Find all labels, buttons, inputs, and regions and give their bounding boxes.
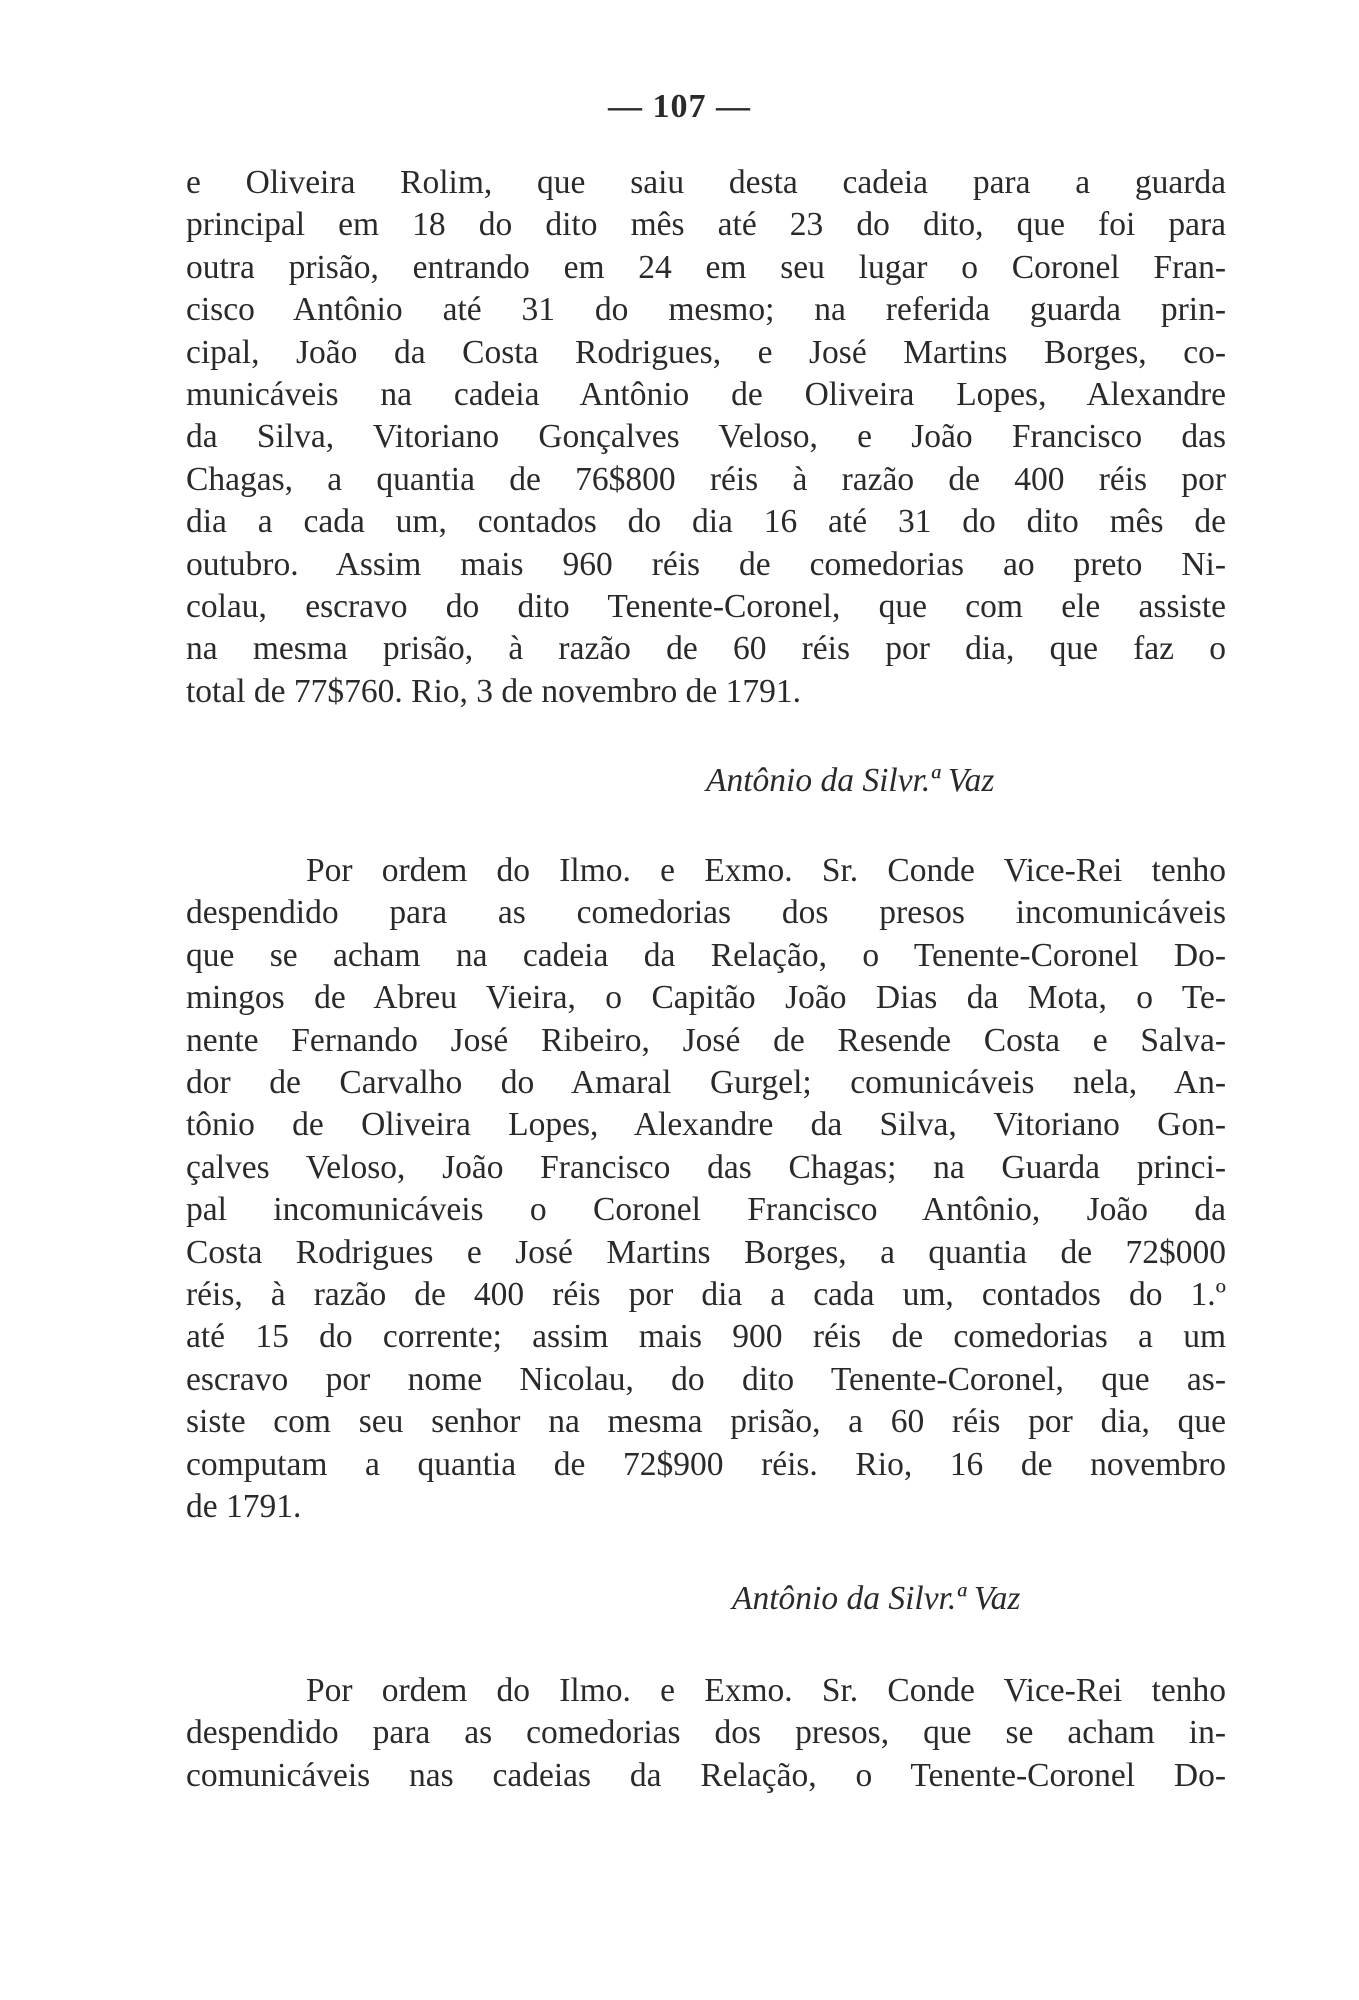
- text-line: municáveis na cadeia Antônio de Oliveira Lopes, Alexandre: [186, 376, 1226, 414]
- text-line: outubro. Assim mais 960 réis de comedorias ao preto Ni-: [186, 545, 1226, 583]
- paragraph-1: [186, 162, 1226, 713]
- text-line: réis, à razão de 400 réis por dia a cada um, contados do 1.º: [186, 1276, 1226, 1314]
- signature-1: Antônio da Silvr.ª Vaz: [706, 762, 995, 799]
- text-line: dor de Carvalho do Amaral Gurgel; comunicáveis nela, An-: [186, 1064, 1226, 1102]
- text-line: e Oliveira Rolim, que saiu desta cadeia para a guarda: [186, 164, 1226, 201]
- text-line: total de 77$760. Rio, 3 de novembro de 1791.: [186, 672, 802, 710]
- text-line: colau, escravo do dito Tenente-Coronel, que com ele assiste: [186, 588, 1226, 626]
- page-number: — 107 —: [608, 88, 751, 125]
- text-line: computam a quantia de 72$900 réis. Rio, 16 de novembro: [186, 1445, 1226, 1483]
- text-line: escravo por nome Nicolau, do dito Tenente-Coronel, que as-: [186, 1360, 1226, 1398]
- text-line: siste com seu senhor na mesma prisão, a 60 réis por dia, que: [186, 1403, 1226, 1441]
- text-line: pal incomunicáveis o Coronel Francisco Antônio, João da: [186, 1191, 1226, 1229]
- text-line: na mesma prisão, à razão de 60 réis por dia, que faz o: [186, 630, 1226, 668]
- text-line: Costa Rodrigues e José Martins Borges, a quantia de 72$000: [186, 1233, 1226, 1271]
- text-line: cipal, João da Costa Rodrigues, e José Martins Borges, co-: [186, 333, 1226, 371]
- text-line: dia a cada um, contados do dia 16 até 31 do dito mês de: [186, 503, 1226, 541]
- text-line: até 15 do corrente; assim mais 900 réis de comedorias a um: [186, 1318, 1226, 1356]
- text-line: despendido para as comedorias dos presos, que se acham in-: [186, 1714, 1226, 1752]
- text-line: mingos de Abreu Vieira, o Capitão João Dias da Mota, o Te-: [186, 979, 1226, 1017]
- text-line: Por ordem do Ilmo. e Exmo. Sr. Conde Vice-Rei tenho: [306, 1672, 1226, 1709]
- text-line: que se acham na cadeia da Relação, o Tenente-Coronel Do-: [186, 936, 1226, 974]
- text-line: despendido para as comedorias dos presos incomunicáveis: [186, 894, 1226, 932]
- signature-2: Antônio da Silvr.ª Vaz: [732, 1580, 1021, 1617]
- paragraph-3: [186, 1670, 1226, 1797]
- text-line: çalves Veloso, João Francisco das Chagas; na Guarda princi-: [186, 1148, 1226, 1186]
- text-line: outra prisão, entrando em 24 em seu lugar o Coronel Fran-: [186, 248, 1226, 286]
- text-line: principal em 18 do dito mês até 23 do dito, que foi para: [186, 206, 1226, 244]
- text-line: da Silva, Vitoriano Gonçalves Veloso, e João Francisco das: [186, 418, 1226, 456]
- text-line: Por ordem do Ilmo. e Exmo. Sr. Conde Vice-Rei tenho: [306, 852, 1226, 889]
- text-line: de 1791.: [186, 1488, 302, 1526]
- text-line: Chagas, a quantia de 76$800 réis à razão de 400 réis por: [186, 460, 1226, 498]
- text-line: comunicáveis nas cadeias da Relação, o Tenente-Coronel Do-: [186, 1756, 1226, 1794]
- text-line: nente Fernando José Ribeiro, José de Resende Costa e Salva-: [186, 1021, 1226, 1059]
- text-line: cisco Antônio até 31 do mesmo; na referida guarda prin-: [186, 291, 1226, 329]
- paragraph-2: [186, 850, 1226, 1529]
- text-line: tônio de Oliveira Lopes, Alexandre da Silva, Vitoriano Gon-: [186, 1106, 1226, 1144]
